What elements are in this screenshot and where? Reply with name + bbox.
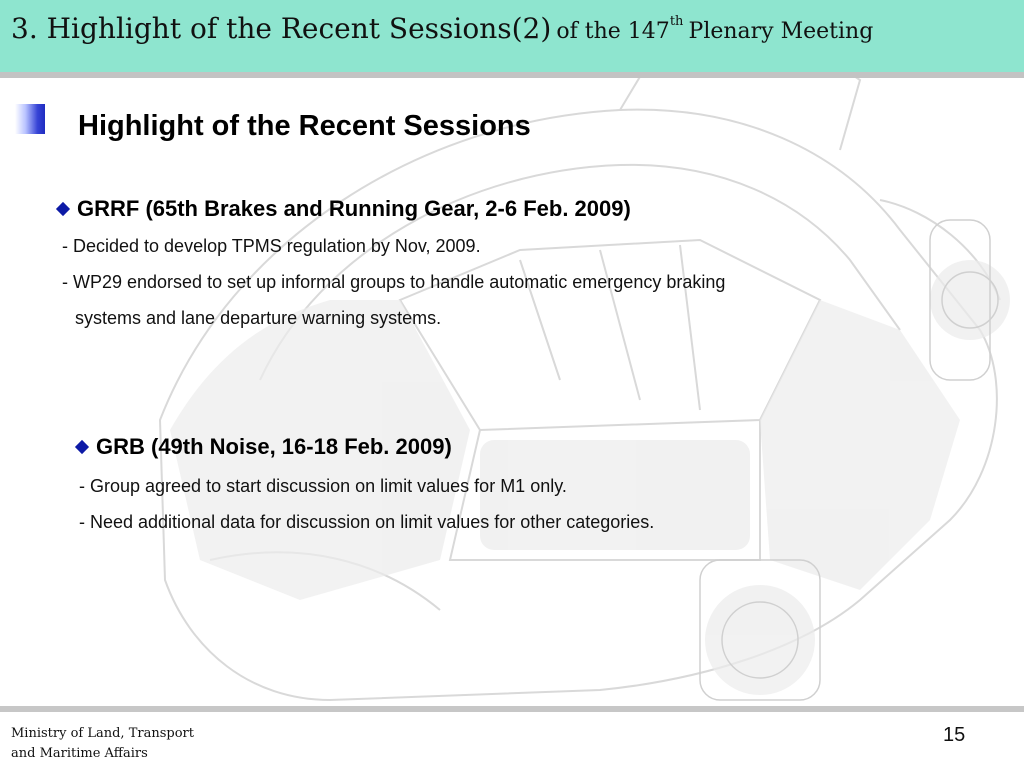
title-of: of the 147 — [556, 19, 670, 44]
page-number: 15 — [943, 724, 966, 746]
title-superscript: th — [669, 14, 684, 29]
gradient-square-icon — [15, 104, 45, 134]
bullet-heading-text: GRB (49th Noise, 16-18 Feb. 2009) — [96, 434, 452, 459]
page-title — [11, 12, 873, 52]
footer-org-line1: Ministry of Land, Transport — [11, 726, 194, 741]
bullet-heading-grb — [77, 434, 452, 460]
footer-organization — [11, 724, 194, 764]
bullet-line: systems and lane departure warning systems. — [75, 308, 442, 328]
footer-org-line2: and Maritime Affairs — [11, 746, 148, 761]
bullet-line: - WP29 endorsed to set up informal groups to handle automatic emergency braking — [62, 272, 726, 292]
bullet-heading-grrf — [58, 196, 631, 222]
title-tail: Plenary Meeting — [688, 19, 874, 44]
footer-divider — [0, 706, 1024, 712]
diamond-bullet-icon — [75, 440, 89, 454]
title-main: 3. Highlight of the Recent Sessions(2) — [11, 12, 552, 45]
bullet-line: - Need additional data for discussion on limit values for other categories. — [79, 512, 655, 532]
diamond-bullet-icon — [56, 202, 70, 216]
header-divider — [0, 72, 1024, 78]
bullet-heading-text: GRRF (65th Brakes and Running Gear, 2-6 Feb. 2009) — [77, 196, 631, 221]
bullet-line: - Group agreed to start discussion on limit values for M1 only. — [79, 476, 567, 496]
section-title: Highlight of the Recent Sessions — [78, 110, 531, 142]
bullet-line: - Decided to develop TPMS regulation by Nov, 2009. — [62, 236, 481, 256]
